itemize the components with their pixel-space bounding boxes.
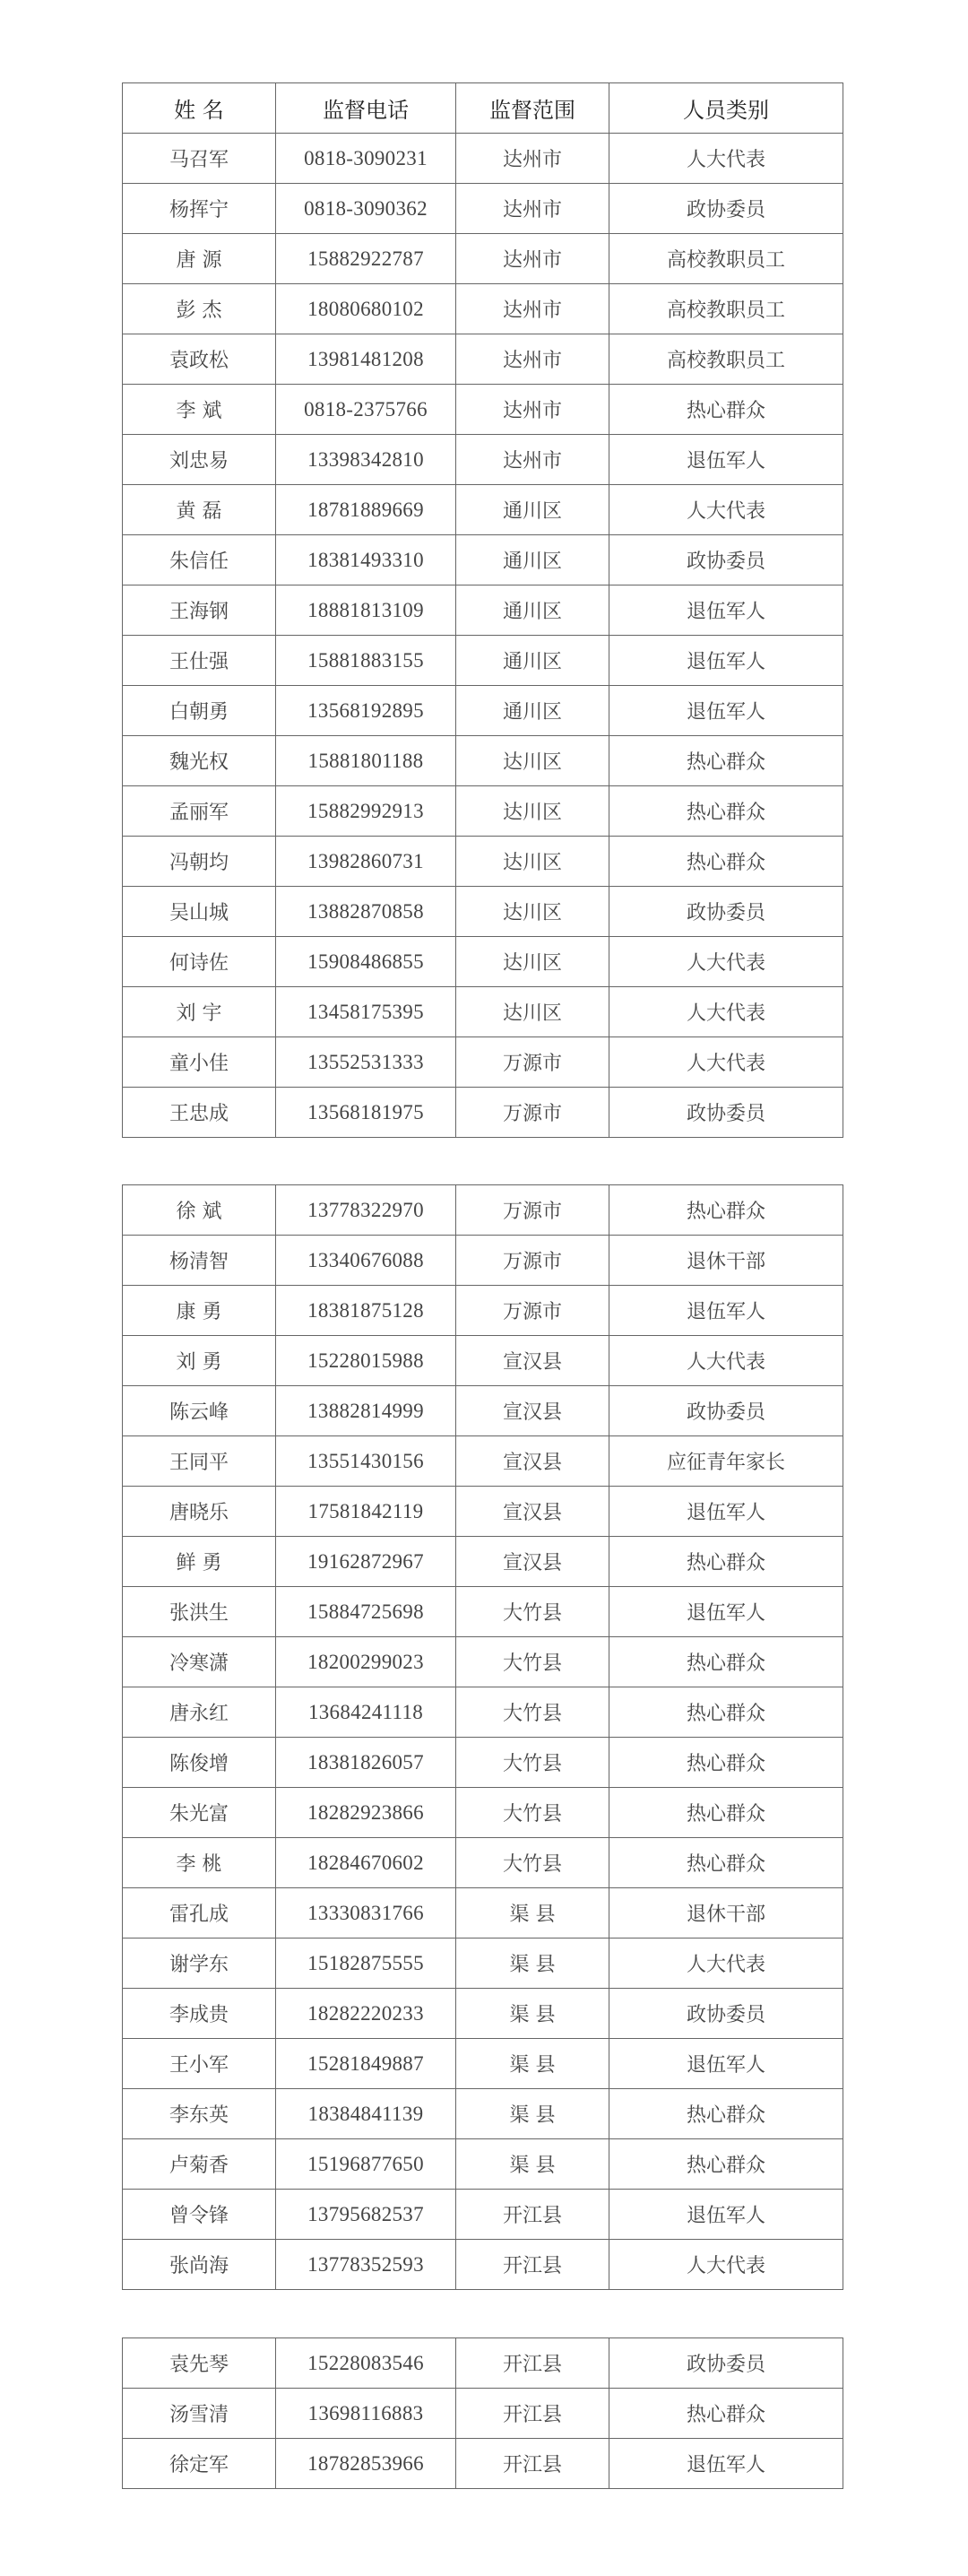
table-row [123,435,843,485]
cell-scope: 大竹县 [456,1687,609,1738]
table-row [123,636,843,686]
cell-category: 政协委员 [609,887,843,937]
cell-category: 高校教职员工 [609,234,843,284]
table-row [123,2039,843,2089]
cell-scope: 宣汉县 [456,1336,609,1386]
cell-phone: 15228015988 [276,1336,456,1386]
cell-name: 李 桃 [123,1838,276,1888]
cell-category: 人大代表 [609,1939,843,1989]
cell-category: 热心群众 [609,786,843,837]
cell-phone: 15881801188 [276,736,456,786]
table-body [123,1185,843,2290]
table-row [123,736,843,786]
cell-category: 政协委员 [609,184,843,234]
cell-scope: 开江县 [456,2240,609,2290]
cell-name: 唐永红 [123,1687,276,1738]
table-row [123,686,843,736]
cell-scope: 大竹县 [456,1587,609,1637]
cell-name: 李 斌 [123,385,276,435]
table-row [123,887,843,937]
table-row [123,1687,843,1738]
cell-scope: 达州市 [456,435,609,485]
cell-phone: 15196877650 [276,2139,456,2190]
cell-phone: 18381493310 [276,535,456,585]
table-row [123,2338,843,2389]
table-row [123,2089,843,2139]
cell-scope: 渠 县 [456,1888,609,1939]
cell-category: 退伍军人 [609,2439,843,2489]
cell-scope: 达川区 [456,736,609,786]
cell-phone: 15884725698 [276,1587,456,1637]
cell-phone: 13981481208 [276,334,456,385]
cell-phone: 0818-3090362 [276,184,456,234]
table-row [123,1587,843,1637]
cell-phone: 13795682537 [276,2190,456,2240]
cell-phone: 18284670602 [276,1838,456,1888]
cell-phone: 13398342810 [276,435,456,485]
cell-phone: 15908486855 [276,937,456,987]
cell-phone: 15882922787 [276,234,456,284]
cell-scope: 通川区 [456,535,609,585]
cell-phone: 13568192895 [276,686,456,736]
table-row [123,234,843,284]
table-row [123,1939,843,1989]
cell-phone: 13330831766 [276,1888,456,1939]
table-row [123,1236,843,1286]
cell-category: 热心群众 [609,1687,843,1738]
cell-category: 热心群众 [609,1838,843,1888]
table-row [123,1037,843,1088]
cell-category: 人大代表 [609,2240,843,2290]
cell-category: 人大代表 [609,1037,843,1088]
table-body [123,2338,843,2489]
cell-scope: 开江县 [456,2338,609,2389]
cell-phone: 15882992913 [276,786,456,837]
cell-name: 刘 勇 [123,1336,276,1386]
cell-name: 何诗佐 [123,937,276,987]
table-row [123,134,843,184]
cell-scope: 开江县 [456,2439,609,2489]
table-row [123,937,843,987]
cell-category: 退伍军人 [609,1587,843,1637]
cell-phone: 18282220233 [276,1989,456,2039]
header-name: 姓 名 [123,83,276,134]
cell-category: 热心群众 [609,1738,843,1788]
table-row [123,786,843,837]
cell-category: 政协委员 [609,1989,843,2039]
table-header-row [123,83,843,134]
cell-name: 张洪生 [123,1587,276,1637]
cell-phone: 15881883155 [276,636,456,686]
cell-name: 曾令锋 [123,2190,276,2240]
cell-category: 热心群众 [609,1185,843,1236]
table-row [123,1286,843,1336]
table-row [123,2439,843,2489]
cell-scope: 万源市 [456,1185,609,1236]
cell-name: 黄 磊 [123,485,276,535]
cell-name: 唐晓乐 [123,1487,276,1537]
cell-name: 彭 杰 [123,284,276,334]
cell-category: 热心群众 [609,1637,843,1687]
cell-scope: 大竹县 [456,1637,609,1687]
cell-name: 卢菊香 [123,2139,276,2190]
cell-name: 童小佳 [123,1037,276,1088]
cell-category: 热心群众 [609,385,843,435]
cell-category: 热心群众 [609,2389,843,2439]
table-row [123,2389,843,2439]
table-row [123,1436,843,1487]
cell-category: 人大代表 [609,1336,843,1386]
cell-name: 汤雪清 [123,2389,276,2439]
cell-scope: 渠 县 [456,2039,609,2089]
cell-scope: 达州市 [456,234,609,284]
table-row [123,2139,843,2190]
cell-category: 人大代表 [609,937,843,987]
table-row [123,1088,843,1138]
table-row [123,1185,843,1236]
table-row [123,184,843,234]
cell-scope: 渠 县 [456,1989,609,2039]
cell-phone: 18881813109 [276,585,456,636]
cell-scope: 达川区 [456,786,609,837]
cell-scope: 开江县 [456,2190,609,2240]
cell-name: 谢学东 [123,1939,276,1989]
cell-name: 王仕强 [123,636,276,686]
cell-category: 政协委员 [609,1088,843,1138]
cell-name: 白朝勇 [123,686,276,736]
cell-scope: 宣汉县 [456,1436,609,1487]
cell-scope: 达州市 [456,385,609,435]
cell-category: 热心群众 [609,736,843,786]
cell-scope: 万源市 [456,1286,609,1336]
cell-category: 政协委员 [609,535,843,585]
cell-name: 冯朝均 [123,837,276,887]
cell-phone: 13684241118 [276,1687,456,1738]
cell-name: 魏光权 [123,736,276,786]
table-row [123,1537,843,1587]
table-row [123,385,843,435]
cell-phone: 18781889669 [276,485,456,535]
cell-scope: 达川区 [456,987,609,1037]
cell-category: 人大代表 [609,485,843,535]
cell-phone: 18200299023 [276,1637,456,1687]
cell-phone: 13698116883 [276,2389,456,2439]
cell-category: 退伍军人 [609,1286,843,1336]
cell-scope: 渠 县 [456,2139,609,2190]
cell-name: 马召军 [123,134,276,184]
cell-category: 退伍军人 [609,435,843,485]
cell-phone: 13778322970 [276,1185,456,1236]
cell-category: 退伍军人 [609,2190,843,2240]
table-row [123,1336,843,1386]
cell-name: 康 勇 [123,1286,276,1336]
cell-phone: 13458175395 [276,987,456,1037]
cell-category: 热心群众 [609,2139,843,2190]
cell-category: 退伍军人 [609,2039,843,2089]
cell-phone: 18381826057 [276,1738,456,1788]
table-row [123,1888,843,1939]
table-row [123,1788,843,1838]
cell-name: 陈云峰 [123,1386,276,1436]
cell-phone: 18381875128 [276,1286,456,1336]
header-phone: 监督电话 [276,83,456,134]
cell-scope: 大竹县 [456,1788,609,1838]
table-row [123,2240,843,2290]
cell-name: 杨清智 [123,1236,276,1286]
cell-name: 袁政松 [123,334,276,385]
table-body [123,134,843,1138]
cell-phone: 13778352593 [276,2240,456,2290]
cell-category: 退伍军人 [609,1487,843,1537]
cell-name: 朱信任 [123,535,276,585]
table-row [123,284,843,334]
table-row [123,2190,843,2240]
cell-name: 唐 源 [123,234,276,284]
cell-name: 朱光富 [123,1788,276,1838]
cell-scope: 万源市 [456,1088,609,1138]
cell-phone: 13882814999 [276,1386,456,1436]
cell-phone: 19162872967 [276,1537,456,1587]
cell-phone: 18384841139 [276,2089,456,2139]
cell-category: 退伍军人 [609,585,843,636]
cell-scope: 宣汉县 [456,1386,609,1436]
cell-name: 王海钢 [123,585,276,636]
cell-scope: 宣汉县 [456,1487,609,1537]
cell-category: 热心群众 [609,2089,843,2139]
header-scope: 监督范围 [456,83,609,134]
cell-phone: 13982860731 [276,837,456,887]
cell-phone: 15228083546 [276,2338,456,2389]
cell-category: 退伍军人 [609,636,843,686]
cell-scope: 通川区 [456,485,609,535]
cell-category: 退休干部 [609,1236,843,1286]
cell-phone: 17581842119 [276,1487,456,1537]
cell-name: 王小军 [123,2039,276,2089]
cell-scope: 达川区 [456,837,609,887]
cell-name: 刘忠易 [123,435,276,485]
cell-phone: 0818-3090231 [276,134,456,184]
cell-name: 李东英 [123,2089,276,2139]
table-row [123,585,843,636]
cell-name: 陈俊增 [123,1738,276,1788]
cell-scope: 开江县 [456,2389,609,2439]
cell-category: 热心群众 [609,837,843,887]
cell-name: 杨挥宁 [123,184,276,234]
table-row [123,1386,843,1436]
cell-category: 热心群众 [609,1788,843,1838]
cell-name: 袁先琴 [123,2338,276,2389]
cell-phone: 18282923866 [276,1788,456,1838]
cell-phone: 18080680102 [276,284,456,334]
supervisor-table-segment-1 [122,82,843,1138]
cell-category: 高校教职员工 [609,334,843,385]
cell-name: 张尚海 [123,2240,276,2290]
cell-scope: 达州市 [456,134,609,184]
supervisor-table-segment-2 [122,1184,843,2290]
cell-category: 退伍军人 [609,686,843,736]
cell-category: 人大代表 [609,134,843,184]
cell-category: 高校教职员工 [609,284,843,334]
cell-phone: 13551430156 [276,1436,456,1487]
table-row [123,334,843,385]
table-row [123,1637,843,1687]
cell-scope: 通川区 [456,636,609,686]
cell-category: 退休干部 [609,1888,843,1939]
cell-scope: 达州市 [456,184,609,234]
cell-scope: 通川区 [456,686,609,736]
cell-name: 王忠成 [123,1088,276,1138]
cell-name: 王同平 [123,1436,276,1487]
cell-scope: 达川区 [456,937,609,987]
table-row [123,837,843,887]
table-row [123,987,843,1037]
cell-name: 刘 宇 [123,987,276,1037]
cell-name: 吴山城 [123,887,276,937]
cell-scope: 大竹县 [456,1838,609,1888]
cell-category: 人大代表 [609,987,843,1037]
cell-phone: 18782853966 [276,2439,456,2489]
cell-scope: 万源市 [456,1037,609,1088]
cell-phone: 13340676088 [276,1236,456,1286]
cell-category: 应征青年家长 [609,1436,843,1487]
supervisor-table-segment-3 [122,2337,843,2489]
table-row [123,1989,843,2039]
cell-phone: 13882870858 [276,887,456,937]
cell-name: 鲜 勇 [123,1537,276,1587]
table-row [123,1738,843,1788]
cell-category: 热心群众 [609,1537,843,1587]
cell-scope: 达州市 [456,334,609,385]
cell-name: 徐定军 [123,2439,276,2489]
cell-scope: 万源市 [456,1236,609,1286]
cell-scope: 宣汉县 [456,1537,609,1587]
table-row [123,1487,843,1537]
cell-phone: 15281849887 [276,2039,456,2089]
header-category: 人员类别 [609,83,843,134]
cell-phone: 13568181975 [276,1088,456,1138]
cell-category: 政协委员 [609,2338,843,2389]
cell-phone: 13552531333 [276,1037,456,1088]
cell-name: 冷寒潇 [123,1637,276,1687]
cell-name: 徐 斌 [123,1185,276,1236]
cell-name: 雷孔成 [123,1888,276,1939]
cell-phone: 15182875555 [276,1939,456,1989]
cell-scope: 达州市 [456,284,609,334]
cell-scope: 渠 县 [456,1939,609,1989]
cell-name: 孟丽军 [123,786,276,837]
cell-name: 李成贵 [123,1989,276,2039]
cell-scope: 渠 县 [456,2089,609,2139]
cell-scope: 达川区 [456,887,609,937]
table-row [123,1838,843,1888]
cell-scope: 大竹县 [456,1738,609,1788]
cell-scope: 通川区 [456,585,609,636]
cell-phone: 0818-2375766 [276,385,456,435]
table-row [123,535,843,585]
table-row [123,485,843,535]
cell-category: 政协委员 [609,1386,843,1436]
